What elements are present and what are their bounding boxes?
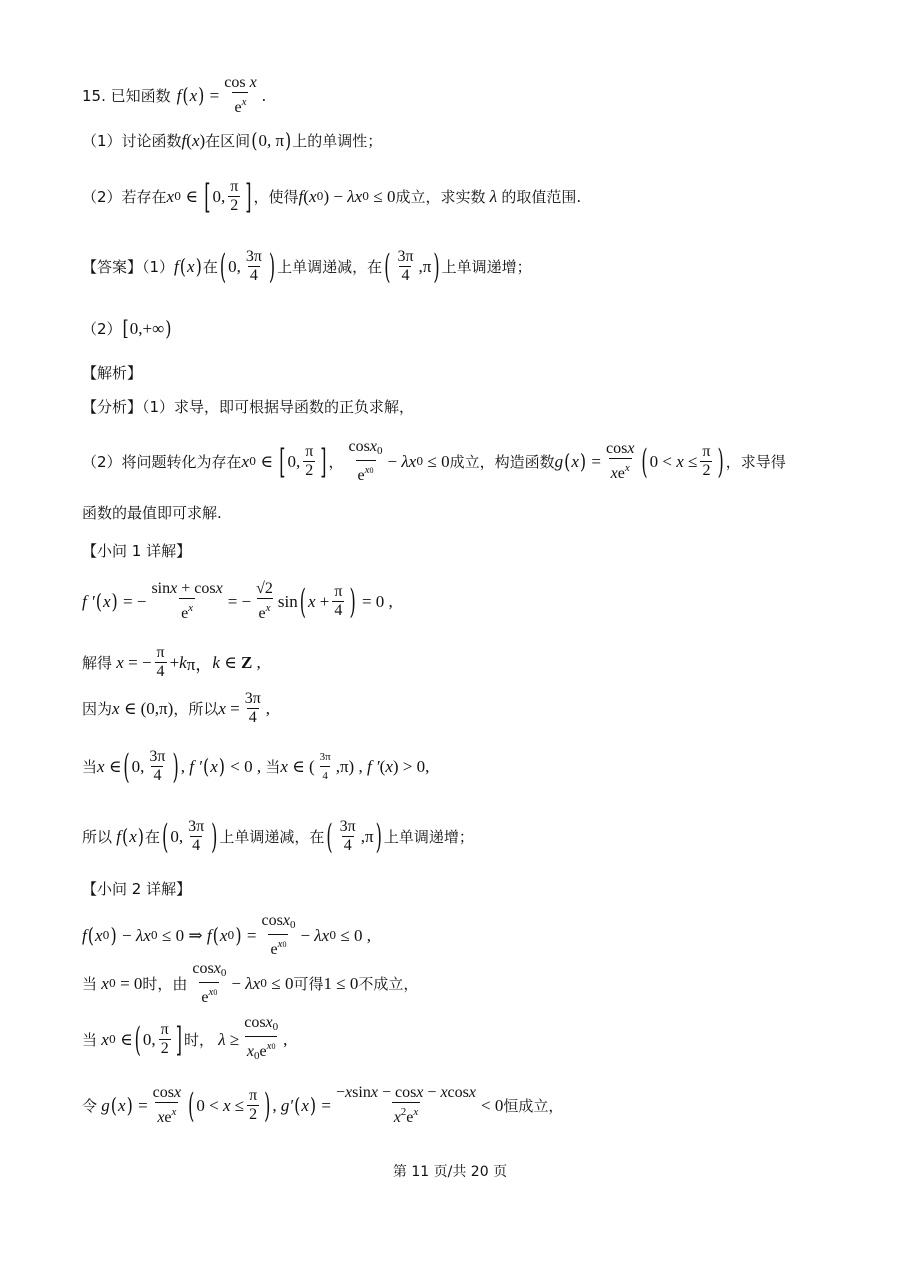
answer-line: 【答案】（1） f ( x ) 在 ( 0, $\frac{3\pi}{4}$ ) 上单调递减，在 ( $\frac{3\pi}{4}$ ,π ) 上单调递增；: [82, 246, 532, 287]
analysis-line3: 函数的最值即可求解.: [82, 504, 222, 522]
analysis-line1: 【分析】（1）求导，即可根据导函数的正负求解，: [82, 398, 415, 416]
sub1-conclusion: 所以 f ( x ) 在 ( 0, $\frac{3\pi}{4}$ ) 上单调递减，在 ( $\frac{3\pi}{4}$ ,π ) 上单调递增；: [82, 816, 474, 857]
problem-title-line: 15. 已知函数 f ( x ) = $\frac{\text{cos x}}{e^x}$ .: [82, 74, 266, 116]
problem-part1: （1）讨论函数 f ( x ) 在区间 ( 0, π ) 上的单调性；: [82, 128, 383, 153]
page-footer: 第 11 页/共 20 页: [392, 1164, 508, 1180]
sub2-line3: 当 x 0 ∈ ( 0, $\frac{\pi}{2}$ ] 时， λ ≥ $\frac{\cos x_0}{x_0e^{x0}}$ ,: [82, 1014, 287, 1065]
sub1-when: 当 x ∈ ( 0, $\frac{3\pi}{4}$ ) , f ′ ( x ) < 0 , 当 x ∈ ( $\frac{3\pi}{4}$ ,π) , f ′ ( x ) > 0,: [82, 746, 430, 787]
sub2-line4: 令 g ( x ) = $\frac{\cos x}{xe^x}$ ( 0 < x ≤ $\frac{\pi}{2}$ ) , g′ ( x ) = $\frac{-xsinx - \cos x - xcosx}{x^2e^x}$ < 0 恒成立，: [82, 1084, 564, 1126]
sub1-solve: 解得 x = − $\frac{\pi}{4}$ + k π， k ∈ Z ,: [82, 644, 261, 680]
f-def-fraction: $\frac{\text{cos x}}{e^x}$: [224, 74, 257, 116]
analysis-line2: （2）将问题转化为存在 x 0 ∈ [ 0, $\frac{\pi}{2}$ ] ， $\frac{\cos x_0}{e^{x0}}$ − λx 0 ≤ 0 成立，构造函数 g ( x ) = $\frac{\cos x}{xe^x}$ ( 0 < x ≤ $\frac{\pi}{2}$ ) ，求导得: [82, 438, 786, 484]
sub1-derivative: f ′ ( x ) = − $\frac{\sin x + \cos x}{e^x}$ = − $\frac{√2}{e^x}$ sin ( x + $\frac{\pi}{4}$ ) = 0 ,: [82, 580, 393, 622]
sub1-heading: 【小问 1 详解】: [82, 542, 192, 560]
problem-part2: （2）若存在 x 0 ∈ [ 0, $\frac{\pi}{2}$ ] ，使得 f ( x 0 ) − λx 0 ≤ 0 成立，求实数 λ 的取值范围.: [82, 176, 582, 217]
sub1-because: 因为 x ∈ (0,π) ，所以 x = $\frac{3\pi}{4}$ ,: [82, 690, 271, 726]
answer-part2: （2） [ 0,+∞ ): [82, 316, 172, 341]
problem-title: 15. 已知函数: [82, 87, 171, 105]
sub2-heading: 【小问 2 详解】: [82, 880, 192, 898]
sub2-line1: f ( x 0 ) − λx 0 ≤ 0 ⇒ f ( x 0 ) = $\frac{\cos x_0}{e^{x0}}$ − λx 0 ≤ 0 ,: [82, 912, 372, 958]
answer-label: 【答案】（1）: [82, 258, 175, 276]
analysis-heading: 【解析】: [82, 364, 143, 382]
sub2-line2: 当 x 0 = 0 时，由 $\frac{\cos x_0}{e^{x0}}$ − λx 0 ≤ 0 可得 1 ≤ 0 不成立，: [82, 960, 419, 1006]
